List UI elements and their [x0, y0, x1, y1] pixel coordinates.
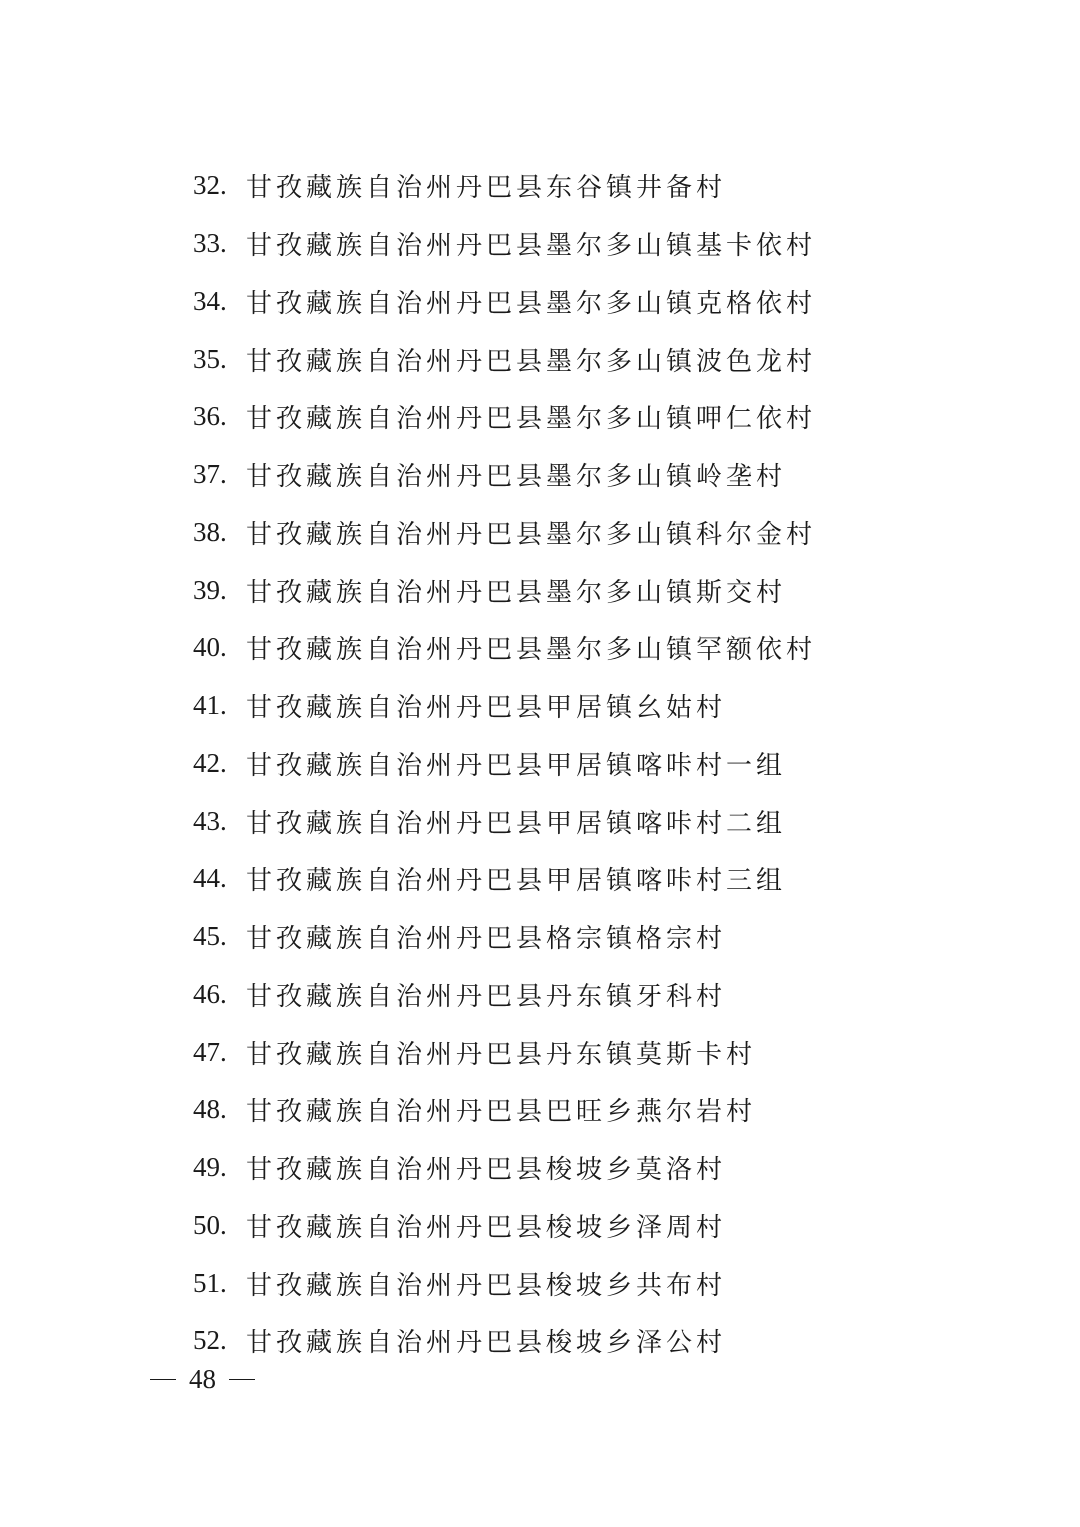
item-number: 39. — [193, 574, 227, 605]
item-number: 48. — [193, 1094, 227, 1125]
list-item — [193, 850, 816, 908]
item-number: 52. — [193, 1325, 227, 1356]
item-number: 51. — [193, 1267, 227, 1298]
list-item — [193, 1081, 816, 1139]
footer-right-dash — [229, 1379, 255, 1380]
item-name: 甘孜藏族自治州丹巴县墨尔多山镇罕额依村 — [246, 635, 817, 666]
item-name: 甘孜藏族自治州丹巴县甲居镇喀咔村一组 — [246, 750, 787, 781]
item-number: 47. — [193, 1036, 227, 1067]
list-item — [193, 966, 816, 1024]
item-name: 甘孜藏族自治州丹巴县墨尔多山镇斯交村 — [246, 577, 787, 608]
item-name: 甘孜藏族自治州丹巴县巴旺乡燕尔岩村 — [246, 1097, 757, 1128]
item-number: 38. — [193, 516, 227, 547]
list-item — [193, 215, 816, 273]
item-number: 50. — [193, 1209, 227, 1240]
list-item — [193, 908, 816, 966]
list-item — [193, 504, 816, 562]
item-name: 甘孜藏族自治州丹巴县甲居镇喀咔村二组 — [246, 808, 787, 839]
item-number: 46. — [193, 978, 227, 1009]
footer-left-dash — [150, 1379, 176, 1380]
item-name: 甘孜藏族自治州丹巴县墨尔多山镇科尔金村 — [246, 519, 817, 550]
item-number: 36. — [193, 401, 227, 432]
item-name: 甘孜藏族自治州丹巴县丹东镇牙科村 — [246, 981, 727, 1012]
item-name: 甘孜藏族自治州丹巴县甲居镇喀咔村三组 — [246, 866, 787, 897]
item-name: 甘孜藏族自治州丹巴县格宗镇格宗村 — [246, 924, 727, 955]
item-name: 甘孜藏族自治州丹巴县梭坡乡莫洛村 — [246, 1155, 727, 1186]
item-number: 44. — [193, 863, 227, 894]
list-item — [193, 1023, 816, 1081]
page-number: 48 — [189, 1363, 216, 1394]
item-number: 42. — [193, 747, 227, 778]
item-number: 32. — [193, 170, 227, 201]
list-item — [193, 1139, 816, 1197]
list-item — [193, 273, 816, 331]
item-number: 40. — [193, 632, 227, 663]
list-item — [193, 792, 816, 850]
item-name: 甘孜藏族自治州丹巴县墨尔多山镇基卡依村 — [246, 231, 817, 262]
item-number: 49. — [193, 1152, 227, 1183]
list-item — [193, 446, 816, 504]
item-name: 甘孜藏族自治州丹巴县墨尔多山镇波色龙村 — [246, 346, 817, 377]
page-footer — [150, 1362, 255, 1396]
list-item — [193, 619, 816, 677]
item-name: 甘孜藏族自治州丹巴县梭坡乡泽公村 — [246, 1328, 727, 1359]
item-name: 甘孜藏族自治州丹巴县丹东镇莫斯卡村 — [246, 1039, 757, 1070]
village-list — [193, 157, 816, 1370]
list-item — [193, 735, 816, 793]
list-item — [193, 157, 816, 215]
item-name: 甘孜藏族自治州丹巴县梭坡乡共布村 — [246, 1270, 727, 1301]
list-item — [193, 561, 816, 619]
list-item — [193, 1312, 816, 1370]
list-item — [193, 1254, 816, 1312]
item-number: 37. — [193, 459, 227, 490]
item-number: 34. — [193, 285, 227, 316]
item-number: 45. — [193, 921, 227, 952]
list-item — [193, 330, 816, 388]
item-name: 甘孜藏族自治州丹巴县东谷镇井备村 — [246, 173, 727, 204]
list-item — [193, 677, 816, 735]
item-name: 甘孜藏族自治州丹巴县梭坡乡泽周村 — [246, 1212, 727, 1243]
item-name: 甘孜藏族自治州丹巴县墨尔多山镇呷仁依村 — [246, 404, 817, 435]
item-number: 35. — [193, 343, 227, 374]
item-number: 41. — [193, 690, 227, 721]
item-number: 33. — [193, 228, 227, 259]
item-number: 43. — [193, 805, 227, 836]
list-item — [193, 388, 816, 446]
list-item — [193, 1197, 816, 1255]
item-name: 甘孜藏族自治州丹巴县墨尔多山镇岭垄村 — [246, 462, 787, 493]
item-name: 甘孜藏族自治州丹巴县墨尔多山镇克格依村 — [246, 288, 817, 319]
item-name: 甘孜藏族自治州丹巴县甲居镇幺姑村 — [246, 693, 727, 724]
